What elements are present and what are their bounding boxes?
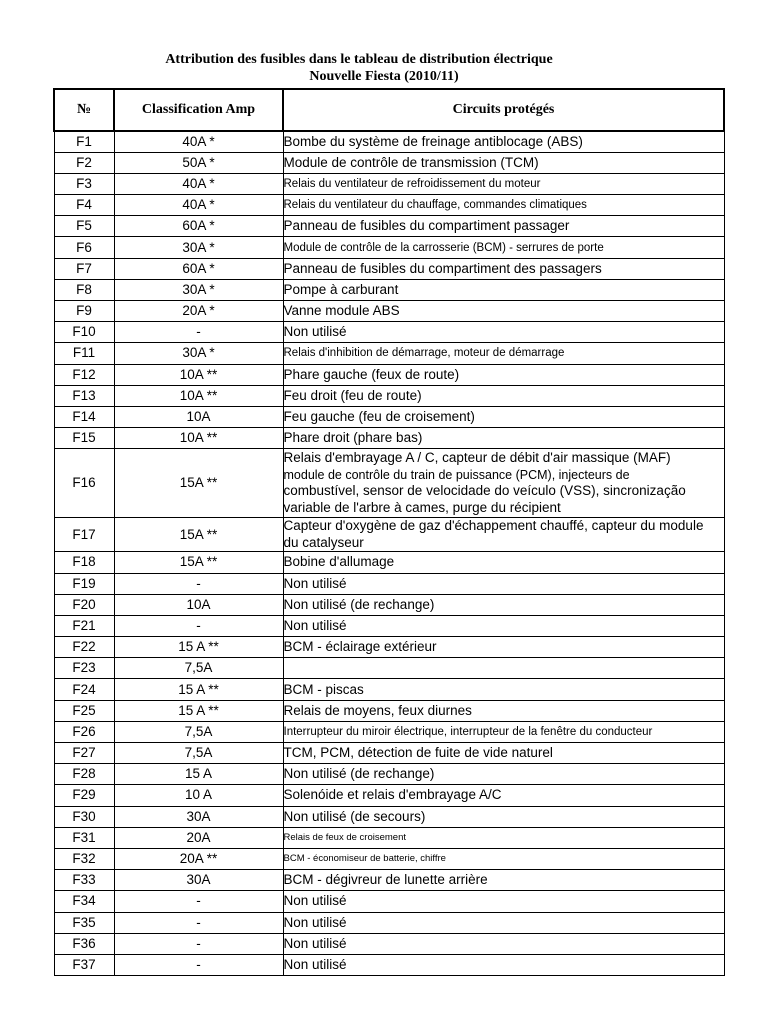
table-row (54, 743, 724, 764)
fuse-amp: 7,5A (114, 743, 283, 764)
fuse-number: F22 (54, 637, 114, 658)
fuse-circuits: Non utilisé (de secours) (283, 806, 724, 827)
fuse-circuits: Feu droit (feu de route) (283, 385, 724, 406)
fuse-amp: - (114, 933, 283, 954)
fuse-number: F36 (54, 933, 114, 954)
fuse-circuits: BCM - économiseur de batterie, chiffre (283, 848, 724, 869)
fuse-amp: - (114, 954, 283, 975)
table-row (54, 428, 724, 449)
fuse-circuits: Bobine d'allumage (283, 552, 724, 573)
fuse-amp: 30A (114, 870, 283, 891)
table-row (54, 785, 724, 806)
fuse-number: F2 (54, 152, 114, 173)
fuse-number: F12 (54, 364, 114, 385)
fuse-circuits: Non utilisé (283, 322, 724, 343)
document-title: Attribution des fusibles dans le tableau de distribution électrique (165, 52, 553, 67)
fuse-number: F11 (54, 343, 114, 364)
fuse-number: F33 (54, 870, 114, 891)
fuse-number: F35 (54, 912, 114, 933)
fuse-amp: 60A * (114, 258, 283, 279)
table-row (54, 152, 724, 173)
fuse-circuits: Vanne module ABS (283, 301, 724, 322)
fuse-circuits: Phare gauche (feux de route) (283, 364, 724, 385)
fuse-amp: 15A ** (114, 552, 283, 573)
table-row (54, 870, 724, 891)
fuse-number: F37 (54, 954, 114, 975)
fuse-amp: 10 A (114, 785, 283, 806)
fuse-amp: 30A (114, 806, 283, 827)
fuse-number: F23 (54, 658, 114, 679)
table-row (54, 827, 724, 848)
table-row (54, 385, 724, 406)
fuse-amp: 60A * (114, 216, 283, 237)
fuse-circuits: Non utilisé (283, 573, 724, 594)
table-row (54, 301, 724, 322)
fuse-amp: 30A * (114, 343, 283, 364)
table-row (54, 131, 724, 152)
circuits-line: Capteur d'oxygène de gaz d'échappement chauffé, capteur du module (283, 518, 704, 534)
table-row (54, 848, 724, 869)
fuse-circuits: Non utilisé (283, 891, 724, 912)
table-row (54, 322, 724, 343)
fuse-amp: - (114, 615, 283, 636)
fuse-number: F19 (54, 573, 114, 594)
fuse-circuits: BCM - éclairage extérieur (283, 637, 724, 658)
fuse-number: F16 (54, 449, 114, 518)
fuse-number: F34 (54, 891, 114, 912)
fuse-amp: - (114, 912, 283, 933)
fuse-table (53, 88, 725, 976)
fuse-number: F20 (54, 594, 114, 615)
fuse-amp: - (114, 891, 283, 912)
circuits-line: module de contrôle du train de puissance (PCM), injecteurs de (283, 467, 630, 482)
fuse-circuits (283, 518, 724, 552)
fuse-number: F1 (54, 131, 114, 152)
table-row (54, 449, 724, 518)
circuits-line: combustível, sensor de velocidade do veículo (VSS), sincronização (283, 483, 686, 499)
fuse-circuits (283, 449, 724, 518)
fuse-circuits: Non utilisé (283, 615, 724, 636)
fuse-number: F32 (54, 848, 114, 869)
fuse-number: F21 (54, 615, 114, 636)
fuse-amp: 10A ** (114, 428, 283, 449)
fuse-number: F10 (54, 322, 114, 343)
fuse-circuits: TCM, PCM, détection de fuite de vide naturel (283, 743, 724, 764)
fuse-circuits: Pompe à carburant (283, 279, 724, 300)
fuse-amp: 50A * (114, 152, 283, 173)
fuse-circuits: Feu gauche (feu de croisement) (283, 406, 724, 427)
table-row (54, 552, 724, 573)
header-number: № (54, 89, 114, 131)
fuse-number: F25 (54, 700, 114, 721)
fuse-circuits: Module de contrôle de transmission (TCM) (283, 152, 724, 173)
table-row (54, 891, 724, 912)
table-row (54, 721, 724, 742)
table-row (54, 912, 724, 933)
fuse-amp: 40A * (114, 131, 283, 152)
fuse-amp: 10A (114, 594, 283, 615)
table-row (54, 173, 724, 194)
fuse-amp: 10A ** (114, 364, 283, 385)
fuse-circuits: BCM - dégivreur de lunette arrière (283, 870, 724, 891)
fuse-amp: 40A * (114, 195, 283, 216)
fuse-circuits: Non utilisé (de rechange) (283, 594, 724, 615)
fuse-number: F26 (54, 721, 114, 742)
header-circuits: Circuits protégés (283, 89, 724, 131)
fuse-amp: 7,5A (114, 721, 283, 742)
table-row (54, 216, 724, 237)
fuse-circuits: Non utilisé (de rechange) (283, 764, 724, 785)
fuse-number: F15 (54, 428, 114, 449)
fuse-number: F17 (54, 518, 114, 552)
fuse-amp: 10A (114, 406, 283, 427)
table-row (54, 679, 724, 700)
fuse-number: F24 (54, 679, 114, 700)
table-row (54, 279, 724, 300)
fuse-circuits: Non utilisé (283, 912, 724, 933)
fuse-number: F30 (54, 806, 114, 827)
fuse-number: F5 (54, 216, 114, 237)
fuse-number: F28 (54, 764, 114, 785)
circuits-line: variable de l'arbre à cames, purge du récipient (283, 499, 561, 515)
table-row (54, 364, 724, 385)
fuse-amp: 7,5A (114, 658, 283, 679)
table-row (54, 237, 724, 258)
table-row (54, 933, 724, 954)
fuse-circuits: BCM - piscas (283, 679, 724, 700)
table-row (54, 594, 724, 615)
fuse-number: F18 (54, 552, 114, 573)
circuits-line: du catalyseur (283, 534, 364, 550)
fuse-circuits (283, 658, 724, 679)
fuse-number: F14 (54, 406, 114, 427)
fuse-circuits: Relais du ventilateur de refroidissement du moteur (283, 173, 724, 194)
table-row (54, 700, 724, 721)
fuse-circuits: Panneau de fusibles du compartiment passager (283, 216, 724, 237)
fuse-amp: 15 A (114, 764, 283, 785)
table-row (54, 195, 724, 216)
fuse-circuits: Relais du ventilateur du chauffage, commandes climatiques (283, 195, 724, 216)
table-row (54, 258, 724, 279)
fuse-circuits: Relais d'inhibition de démarrage, moteur de démarrage (283, 343, 724, 364)
fuse-amp: 30A * (114, 279, 283, 300)
fuse-amp: 10A ** (114, 385, 283, 406)
fuse-amp: 20A ** (114, 848, 283, 869)
fuse-amp: 15A ** (114, 518, 283, 552)
table-row (54, 518, 724, 552)
fuse-circuits: Phare droit (phare bas) (283, 428, 724, 449)
fuse-amp: 20A * (114, 301, 283, 322)
table-row (54, 406, 724, 427)
fuse-number: F9 (54, 301, 114, 322)
table-row (54, 954, 724, 975)
fuse-circuits: Solenóide et relais d'embrayage A/C (283, 785, 724, 806)
table-row (54, 637, 724, 658)
fuse-number: F8 (54, 279, 114, 300)
table-row (54, 658, 724, 679)
fuse-circuits: Module de contrôle de la carrosserie (BCM) - serrures de porte (283, 237, 724, 258)
fuse-amp: 20A (114, 827, 283, 848)
table-row (54, 343, 724, 364)
fuse-circuits: Panneau de fusibles du compartiment des passagers (283, 258, 724, 279)
fuse-number: F7 (54, 258, 114, 279)
fuse-amp: 40A * (114, 173, 283, 194)
document-subtitle: Nouvelle Fiesta (2010/11) (309, 69, 459, 84)
fuse-number: F31 (54, 827, 114, 848)
header-amp-rating: Classification Amp (114, 89, 283, 131)
table-row (54, 615, 724, 636)
table-row (54, 806, 724, 827)
circuits-line: Relais d'embrayage A / C, capteur de débit d'air massique (MAF) (283, 450, 671, 466)
fuse-number: F3 (54, 173, 114, 194)
fuse-number: F27 (54, 743, 114, 764)
fuse-amp: - (114, 322, 283, 343)
table-row (54, 764, 724, 785)
fuse-number: F4 (54, 195, 114, 216)
fuse-circuits: Relais de moyens, feux diurnes (283, 700, 724, 721)
fuse-amp: 15 A ** (114, 700, 283, 721)
fuse-amp: 15 A ** (114, 637, 283, 658)
fuse-circuits: Bombe du système de freinage antiblocage (ABS) (283, 131, 724, 152)
fuse-amp: 15A ** (114, 449, 283, 518)
fuse-number: F13 (54, 385, 114, 406)
fuse-amp: - (114, 573, 283, 594)
fuse-circuits: Relais de feux de croisement (283, 827, 724, 848)
fuse-amp: 30A * (114, 237, 283, 258)
fuse-amp: 15 A ** (114, 679, 283, 700)
fuse-circuits: Non utilisé (283, 933, 724, 954)
fuse-number: F29 (54, 785, 114, 806)
fuse-number: F6 (54, 237, 114, 258)
table-row (54, 573, 724, 594)
fuse-circuits: Interrupteur du miroir électrique, interrupteur de la fenêtre du conducteur (283, 721, 724, 742)
fuse-circuits: Non utilisé (283, 954, 724, 975)
